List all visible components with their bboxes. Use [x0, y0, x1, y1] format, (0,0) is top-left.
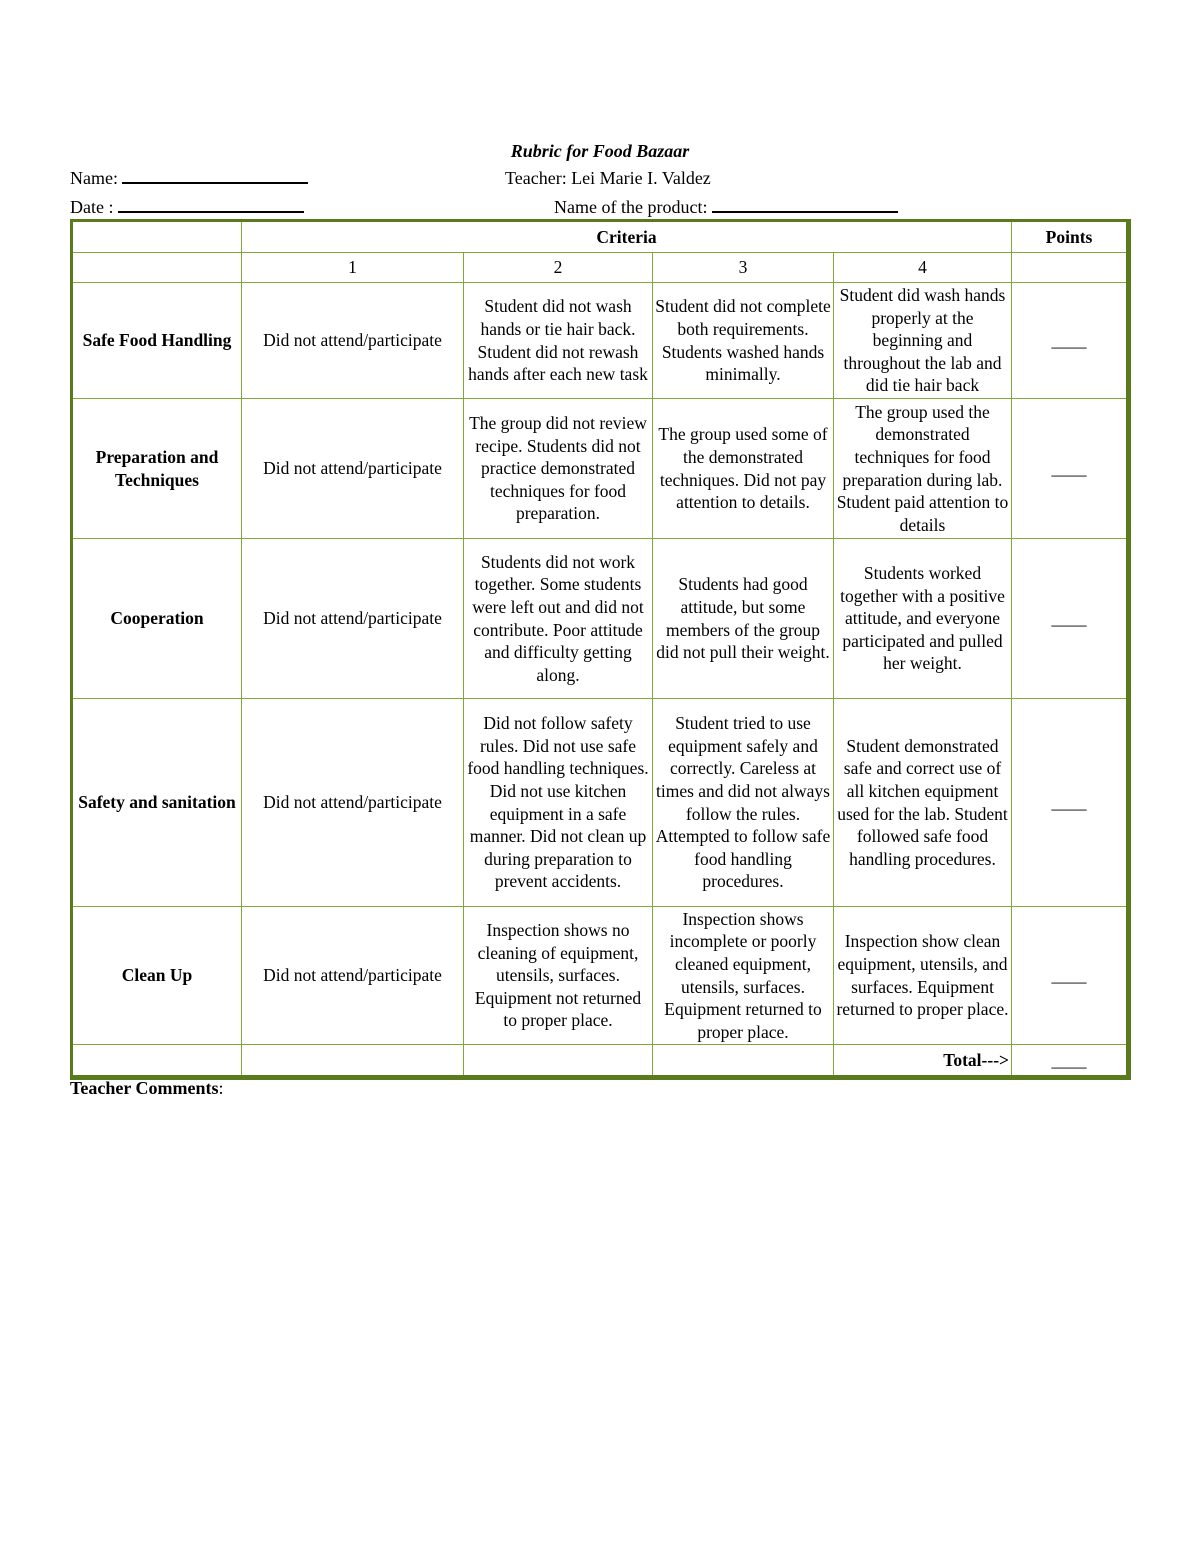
- row-label: Clean Up: [73, 907, 242, 1045]
- product-label: Name of the product:: [554, 197, 708, 217]
- total-points-cell[interactable]: [1012, 1045, 1126, 1075]
- name-label: Name:: [70, 168, 118, 188]
- empty-header-cell: [73, 222, 242, 253]
- points-blank[interactable]: ____: [1051, 792, 1087, 813]
- rubric-cell: Inspection show clean equipment, utensils, and surfaces. Equipment returned to proper place.: [834, 907, 1012, 1045]
- date-label: Date :: [70, 197, 114, 217]
- rubric-cell: Did not attend/participate: [242, 539, 464, 699]
- rubric-cell: Student demonstrated safe and correct use of all kitchen equipment used for the lab. Student followed safe food handling procedures.: [834, 699, 1012, 907]
- date-blank[interactable]: [118, 197, 304, 213]
- rubric-cell: Student did not wash hands or tie hair back. Student did not rewash hands after each new task: [464, 283, 653, 399]
- table-row: [73, 283, 1126, 399]
- level-2: 2: [464, 253, 653, 283]
- rubric-cell: The group used some of the demonstrated techniques. Did not pay attention to details.: [653, 399, 834, 539]
- row-label: Cooperation: [73, 539, 242, 699]
- rubric-cell: Students did not work together. Some students were left out and did not contribute. Poor attitude and difficulty getting along.: [464, 539, 653, 699]
- row-label: Safe Food Handling: [73, 283, 242, 399]
- row-label: Safety and sanitation: [73, 699, 242, 907]
- rubric-cell: Inspection shows no cleaning of equipment, utensils, surfaces. Equipment not returned to proper place.: [464, 907, 653, 1045]
- empty-cell: [464, 1045, 653, 1075]
- comments-colon: :: [218, 1078, 224, 1098]
- table-row: [73, 539, 1126, 699]
- level-4: 4: [834, 253, 1012, 283]
- points-header: Points: [1012, 222, 1126, 253]
- rubric-cell: Did not attend/participate: [242, 907, 464, 1045]
- product-field[interactable]: [554, 197, 898, 218]
- teacher-comments: [70, 1078, 224, 1099]
- table-row: [73, 399, 1126, 539]
- empty-cell: [242, 1045, 464, 1075]
- points-blank[interactable]: ____: [1051, 458, 1087, 479]
- name-blank[interactable]: [122, 168, 308, 184]
- points-cell[interactable]: [1012, 283, 1126, 399]
- rubric-cell: Inspection shows incomplete or poorly cleaned equipment, utensils, surfaces. Equipment returned to proper place.: [653, 907, 834, 1045]
- points-cell[interactable]: [1012, 539, 1126, 699]
- criteria-header: Criteria: [242, 222, 1012, 253]
- date-field[interactable]: [70, 197, 304, 218]
- table-row: [73, 699, 1126, 907]
- level-3: 3: [653, 253, 834, 283]
- product-blank[interactable]: [712, 197, 898, 213]
- empty-cell: [73, 1045, 242, 1075]
- rubric-cell: Students had good attitude, but some members of the group did not pull their weight.: [653, 539, 834, 699]
- rubric-cell: Did not attend/participate: [242, 699, 464, 907]
- rubric-cell: The group did not review recipe. Students did not practice demonstrated techniques for food preparation.: [464, 399, 653, 539]
- points-blank[interactable]: ____: [1051, 330, 1087, 351]
- name-field[interactable]: [70, 168, 308, 189]
- comments-label: Teacher Comments: [70, 1078, 219, 1098]
- total-label: Total--->: [834, 1045, 1012, 1075]
- points-blank[interactable]: ____: [1051, 965, 1087, 986]
- document-title: Rubric for Food Bazaar: [510, 141, 690, 161]
- points-blank[interactable]: ____: [1051, 608, 1087, 629]
- rubric-cell: The group used the demonstrated techniques for food preparation during lab. Student paid attention to details: [834, 399, 1012, 539]
- rubric-cell: Student tried to use equipment safely and correctly. Careless at times and did not always follow the rules. Attempted to follow safe food handling procedures.: [653, 699, 834, 907]
- rubric-cell: Did not attend/participate: [242, 283, 464, 399]
- rubric-table: [70, 219, 1131, 1080]
- empty-cell: [653, 1045, 834, 1075]
- points-cell[interactable]: [1012, 399, 1126, 539]
- empty-level-cell: [73, 253, 242, 283]
- table-row: [73, 907, 1126, 1045]
- levels-row: [73, 253, 1126, 283]
- total-row: [73, 1045, 1126, 1075]
- rubric-cell: Student did wash hands properly at the beginning and throughout the lab and did tie hair back: [834, 283, 1012, 399]
- points-cell[interactable]: [1012, 699, 1126, 907]
- level-1: 1: [242, 253, 464, 283]
- rubric-cell: Student did not complete both requirements. Students washed hands minimally.: [653, 283, 834, 399]
- rubric-cell: Did not attend/participate: [242, 399, 464, 539]
- rubric-cell: Did not follow safety rules. Did not use safe food handling techniques. Did not use kitchen equipment in a safe manner. Did not clean up during preparation to prevent accidents.: [464, 699, 653, 907]
- total-points-blank[interactable]: ____: [1051, 1049, 1087, 1070]
- empty-points-cell: [1012, 253, 1126, 283]
- row-label: Preparation and Techniques: [73, 399, 242, 539]
- points-cell[interactable]: [1012, 907, 1126, 1045]
- rubric-cell: Students worked together with a positive attitude, and everyone participated and pulled her weight.: [834, 539, 1012, 699]
- criteria-header-row: [73, 222, 1126, 253]
- teacher-label: Teacher: Lei Marie I. Valdez: [505, 168, 711, 188]
